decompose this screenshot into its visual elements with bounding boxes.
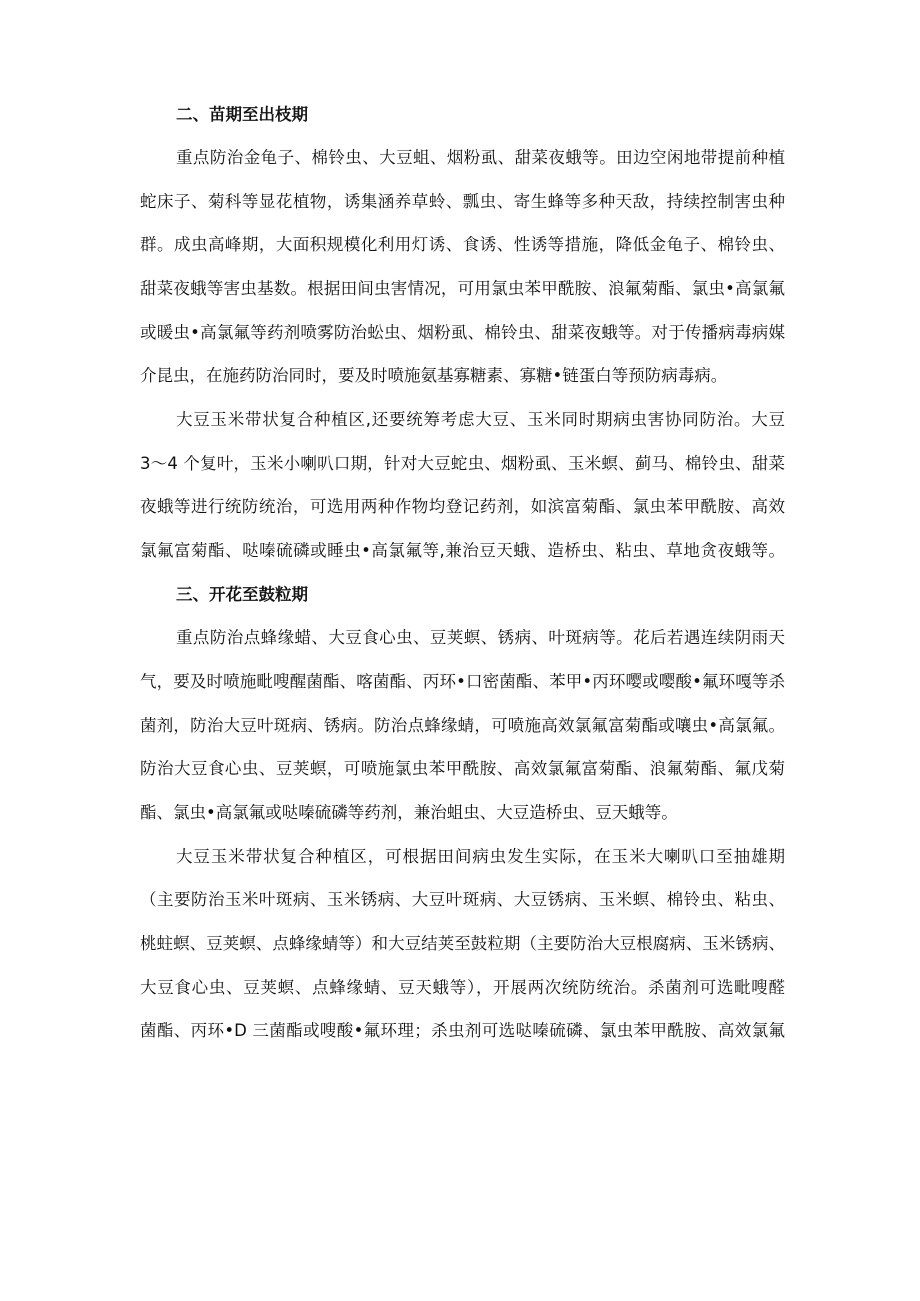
paragraph-line: 或暖虫•高氯氟等药剂喷雾防治蚣虫、烟粉虱、棉铃虫、甜菜夜蛾等。对于传播病毒病媒 — [140, 323, 785, 342]
paragraph-line: 甜菜夜蛾等害虫基数。根据田间虫害情况，可用氯虫苯甲酰胺、浪氟菊酯、氯虫•高氯氟 — [140, 279, 785, 298]
paragraph-line: 大豆玉米带状复合种植区，可根据田间病虫发生实际，在玉米大喇叭口至抽雄期 — [176, 847, 785, 866]
paragraph-line: 菌剂，防治大豆叶斑病、锈病。防治点蜂缘蜻，可喷施高效氯氟富菊酯或嚷虫•高氯氟。 — [140, 716, 785, 735]
paragraph-line: 大豆食心虫、豆荚螟、点蜂缘蜻、豆天蛾等），开展两次统防统治。杀菌剂可选毗嗖醛 — [140, 978, 785, 997]
paragraph-line: 重点防治金龟子、棉铃虫、大豆蛆、烟粉虱、甜菜夜蛾等。田边空闲地带提前种植 — [176, 148, 785, 167]
paragraph-line: 蛇床子、菊科等显花植物，诱集涵养草蛉、瓢虫、寄生蜂等多种天敌，持续控制害虫种 — [140, 192, 785, 211]
paragraph-line: 大豆玉米带状复合种植区,还要统筹考虑大豆、玉米同时期病虫害协同防治。大豆 — [176, 410, 785, 429]
paragraph-line: 气，要及时喷施毗嗖醒菌酯、喀菌酯、丙环•口密菌酯、苯甲•丙环嘤或嘤酸•氟环嘎等杀 — [140, 672, 785, 691]
paragraph-line: 氯氟富菊酯、哒嗪硫磷或睡虫•高氯氟等,兼治豆天蛾、造桥虫、粘虫、草地贪夜蛾等。 — [140, 541, 785, 560]
section-heading-seedling: 二、苗期至出枝期 — [176, 105, 308, 124]
paragraph-line: 桃蛀螟、豆荚螟、点蜂缘蜻等）和大豆结荚至鼓粒期（主要防治大豆根腐病、玉米锈病、 — [140, 934, 785, 953]
paragraph-line: 介昆虫，在施药防治同时，要及时喷施氨基寡糖素、寡糖•链蛋白等预防病毒病。 — [140, 366, 728, 385]
paragraph-line: （主要防治玉米叶斑病、玉米锈病、大豆叶斑病、大豆锈病、玉米螟、棉铃虫、粘虫、 — [140, 890, 785, 909]
paragraph-line: 酯、氯虫•高氯氟或哒嗪硫磷等药剂，兼治蛆虫、大豆造桥虫、豆天蛾等。 — [140, 803, 678, 822]
paragraph-line: 3～4 个复叶，玉米小喇叭口期，针对大豆蛇虫、烟粉虱、玉米螟、蓟马、棉铃虫、甜菜 — [140, 454, 785, 473]
paragraph-line: 重点防治点蜂缘蜡、大豆食心虫、豆荚螟、锈病、叶斑病等。花后若遇连续阴雨天 — [176, 628, 785, 647]
paragraph-line: 防治大豆食心虫、豆荚螟，可喷施氯虫苯甲酰胺、高效氯氟富菊酯、浪氟菊酯、氟戊菊 — [140, 759, 785, 778]
paragraph-line: 夜蛾等进行统防统治，可选用两种作物均登记药剂，如滨富菊酯、氯虫苯甲酰胺、高效 — [140, 497, 785, 516]
section-heading-flowering: 三、开花至鼓粒期 — [176, 585, 308, 604]
paragraph-line: 菌酯、丙环•D 三菌酯或嗖酸•氟环理；杀虫剂可选哒嗪硫磷、氯虫苯甲酰胺、高效氯氟 — [140, 1021, 785, 1040]
paragraph-line: 群。成虫高峰期，大面积规模化利用灯诱、食诱、性诱等措施，降低金龟子、棉铃虫、 — [140, 235, 785, 254]
